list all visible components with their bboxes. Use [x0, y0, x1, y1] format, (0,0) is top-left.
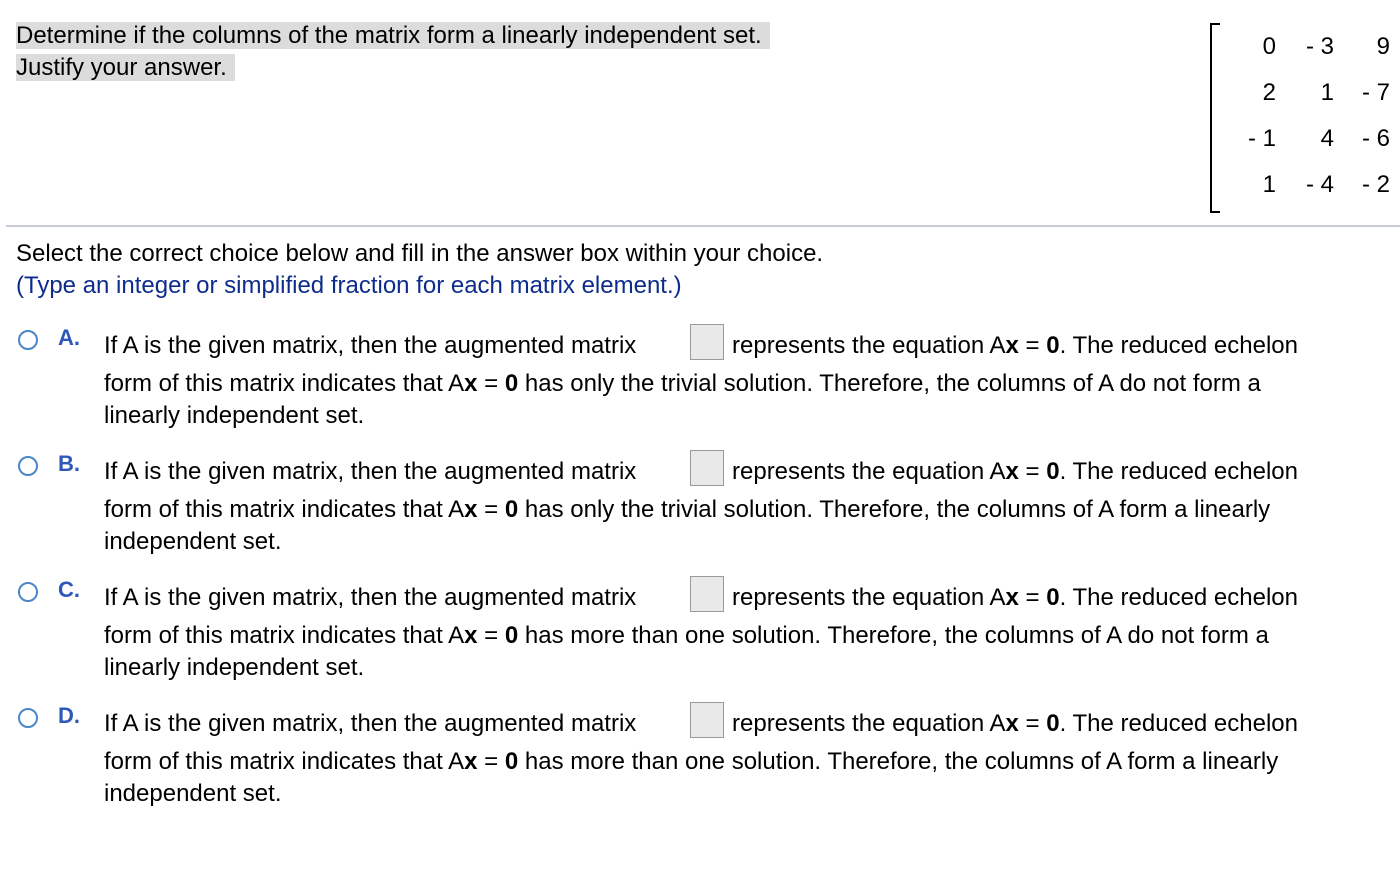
choice-a-letter: A. [58, 325, 80, 350]
question-line-1: Determine if the columns of the matrix form a linearly independent set. [16, 22, 770, 49]
choice-b [18, 452, 1388, 562]
choice-c-answer-box[interactable] [690, 576, 724, 612]
matrix-cell: 1 [1262, 171, 1276, 198]
choice-text-segment: If A is the given matrix, then the augmented matrix [104, 458, 637, 485]
choice-text-line: independent set. [104, 528, 282, 555]
choice-text-segment: represents the equation Ax = 0. The reduced echelon [732, 458, 1299, 485]
choice-b-letter: B. [58, 451, 80, 476]
matrix-cell: 0 [1262, 33, 1276, 60]
choice-a-answer-box[interactable] [690, 324, 724, 360]
choice-b-answer-box[interactable] [690, 450, 724, 486]
question-line-2: Justify your answer. [16, 54, 235, 81]
given-matrix [1210, 23, 1400, 211]
choice-a-radio[interactable] [18, 330, 38, 350]
matrix-cell: 1 [1320, 79, 1334, 106]
instructions-hint: (Type an integer or simplified fraction for each matrix element.) [16, 272, 682, 299]
matrix-cell: - 7 [1361, 79, 1390, 106]
choice-d-radio[interactable] [18, 708, 38, 728]
choice-a-text [104, 330, 1384, 432]
choice-text-segment: represents the equation Ax = 0. The reduced echelon [732, 584, 1299, 611]
instructions-text: Select the correct choice below and fill in the answer box within your choice. [16, 240, 824, 267]
matrix-cell: - 3 [1305, 33, 1334, 60]
choice-text-segment: If A is the given matrix, then the augmented matrix [104, 584, 637, 611]
choice-d-letter: D. [58, 703, 80, 728]
choice-text-line: form of this matrix indicates that Ax = 0 has more than one solution. Therefore, the columns of A form a linearly [104, 748, 1279, 775]
choice-text-line: linearly independent set. [104, 402, 365, 429]
matrix-cell: 9 [1376, 33, 1390, 60]
choice-c-letter: C. [58, 577, 80, 602]
matrix-cell: 4 [1320, 125, 1334, 152]
matrix-cell: - 1 [1247, 125, 1276, 152]
choice-text-segment: represents the equation Ax = 0. The reduced echelon [732, 710, 1299, 737]
matrix-cell: - 2 [1361, 171, 1390, 198]
choice-text-line: form of this matrix indicates that Ax = 0 has more than one solution. Therefore, the columns of A do not form a [104, 622, 1269, 649]
choice-c-radio[interactable] [18, 582, 38, 602]
choice-d-text [104, 708, 1384, 810]
choice-text-line: linearly independent set. [104, 654, 365, 681]
choice-text-line: form of this matrix indicates that Ax = 0 has only the trivial solution. Therefore, the columns of A form a linearly [104, 496, 1271, 523]
choice-b-text [104, 456, 1384, 558]
choice-d-answer-box[interactable] [690, 702, 724, 738]
question-prompt [16, 20, 770, 84]
choice-text-segment: If A is the given matrix, then the augmented matrix [104, 332, 637, 359]
matrix-cell: - 4 [1305, 171, 1334, 198]
choice-c-text [104, 582, 1384, 684]
choice-text-line: form of this matrix indicates that Ax = 0 has only the trivial solution. Therefore, the columns of A do not form a [104, 370, 1261, 397]
choice-text-line: independent set. [104, 780, 282, 807]
choice-b-radio[interactable] [18, 456, 38, 476]
matrix-bracket-left [1210, 23, 1220, 213]
choice-text-segment: represents the equation Ax = 0. The reduced echelon [732, 332, 1299, 359]
choice-d [18, 704, 1388, 814]
matrix-cell: - 6 [1361, 125, 1390, 152]
choice-c [18, 578, 1388, 688]
choice-text-segment: If A is the given matrix, then the augmented matrix [104, 710, 637, 737]
choice-a [18, 326, 1388, 436]
matrix-cell: 2 [1262, 79, 1276, 106]
section-divider [6, 225, 1400, 227]
